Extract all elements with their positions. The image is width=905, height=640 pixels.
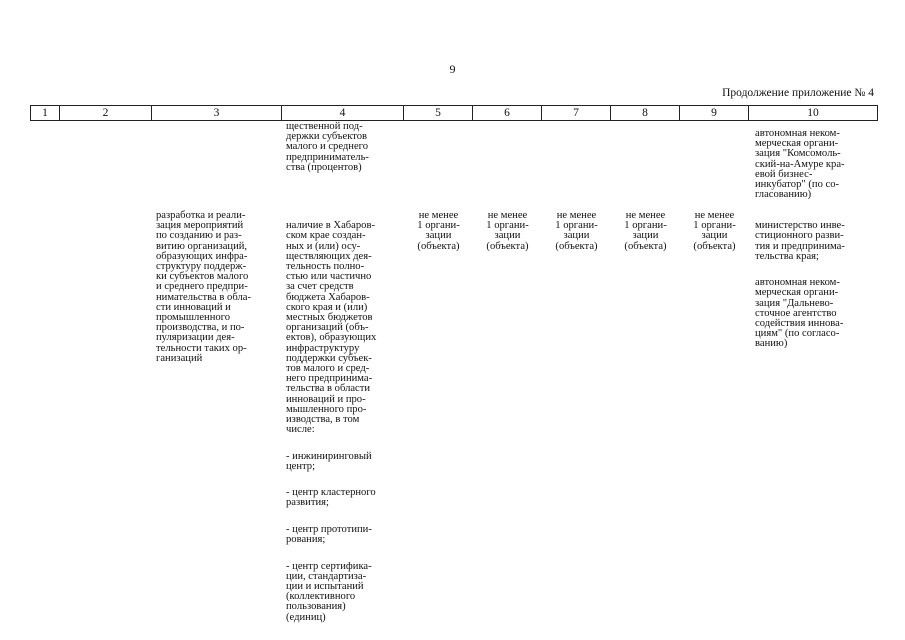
column-header-row	[30, 105, 878, 121]
page-number: 9	[449, 62, 456, 76]
column-header-1: 1	[31, 106, 60, 121]
column-header-10: 10	[749, 106, 878, 121]
target-value-col5: не менее 1 органи- зации (объекта)	[417, 210, 460, 252]
indicator-cell	[286, 211, 404, 633]
indicator-item-engineering: - инжиниринговый центр;	[286, 450, 372, 472]
indicator-continued-text: щественной под- держки субъектов малого и среднего предприниматель- ства (процентов)	[286, 121, 369, 173]
executor-continued-text: автономная неком- мерческая органи- зация "Комсомоль- ский-на-Амуре кра- евой бизнес- инкубатор" (по со- гласованию)	[755, 128, 845, 201]
target-value-col8: не менее 1 органи- зации (объекта)	[624, 210, 667, 252]
executor-agency: автономная неком- мерческая органи- зация "Дальнево- сточное агентство содействия иннова- циям" (по согласо- ванию)	[755, 277, 844, 350]
target-value-col7: не менее 1 органи- зации (объекта)	[555, 210, 598, 252]
column-header-8: 8	[611, 106, 680, 121]
column-header-3: 3	[152, 106, 282, 121]
indicator-item-certification: - центр сертифика- ции, стандартиза- ции и испытаний (коллективного пользования) (единиц)	[286, 560, 372, 623]
target-value-col6: не менее 1 органи- зации (объекта)	[486, 210, 529, 252]
event-description: разработка и реали- зация мероприятий по созданию и раз- витию организаций, образующих инфра- структуру поддерж- ки субъектов малого и среднего предпри- нимательства в обла- сти инноваций и промышленного производства, и по- пуляризации дея- тельности таких ор- ганизаций	[156, 210, 251, 364]
indicator-intro: наличие в Хабаров- ском крае создан- ных и (или) осу- ществляющих дея- тельность полно- стью или частично за счет средств бюджета Хабаров- ского края и (или) местных бюджетов организаций (объ- ектов), образующих инфраструктуру поддержки субъек- тов малого и сред- него предпринима- тельства в области инноваций и про- мышленного про- изводства, в том числе:	[286, 220, 377, 436]
target-value-col9: не менее 1 органи- зации (объекта)	[693, 210, 736, 252]
indicator-item-cluster: - центр кластерного развития;	[286, 487, 376, 509]
column-header-7: 7	[542, 106, 611, 121]
column-header-4: 4	[282, 106, 404, 121]
column-header-2: 2	[60, 106, 152, 121]
column-header-9: 9	[680, 106, 749, 121]
continuation-label: Продолжение приложение № 4	[722, 87, 874, 99]
executor-ministry: министерство инве- стиционного разви- тия и предпринима- тельства края;	[755, 220, 845, 262]
column-header-5: 5	[404, 106, 473, 121]
column-header-6: 6	[473, 106, 542, 121]
executor-cell	[755, 211, 875, 360]
indicator-item-prototyping: - центр прототипи- рования;	[286, 523, 372, 546]
